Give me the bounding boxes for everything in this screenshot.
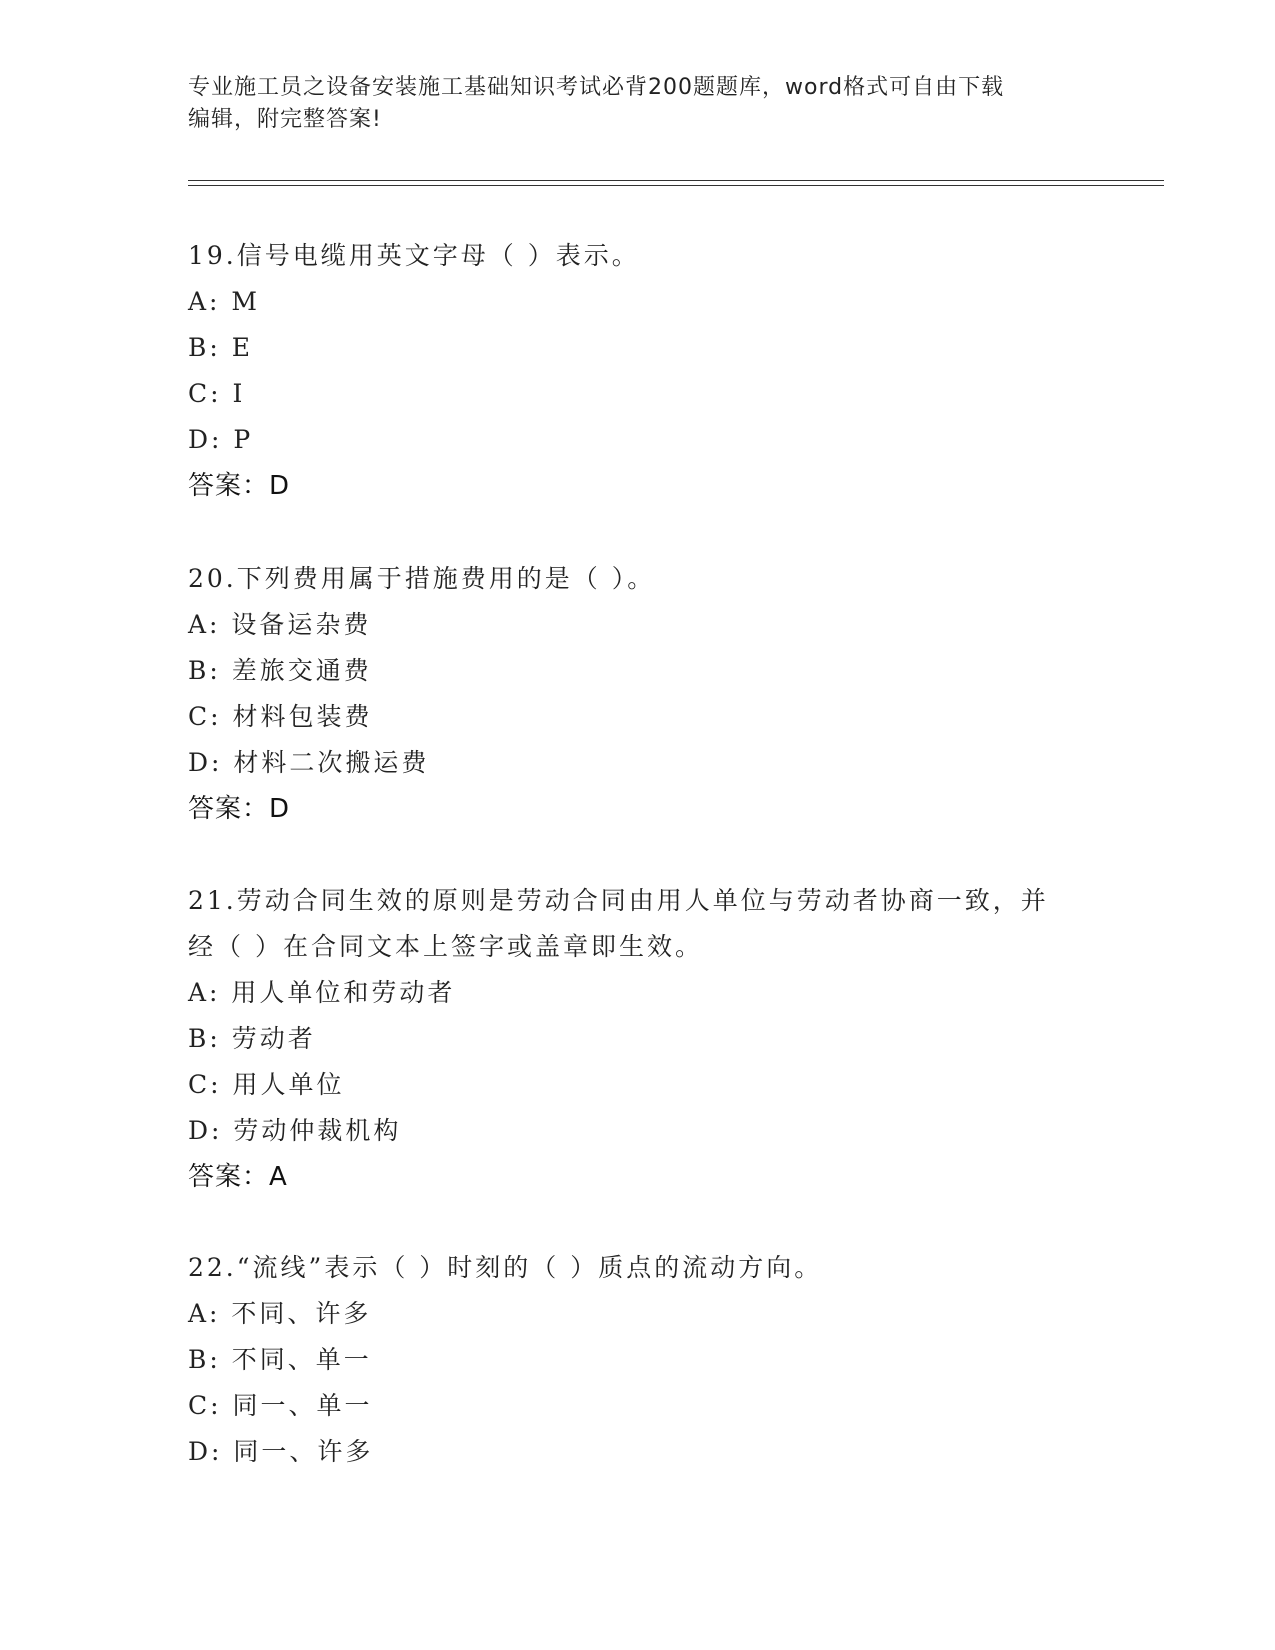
question-stem: 22.“流线”表示（ ）时刻的（ ）质点的流动方向。 — [188, 1253, 823, 1282]
question-stem: 20.下列费用属于措施费用的是（ ）。 — [188, 564, 656, 593]
document-header — [188, 72, 1088, 136]
question-22 — [188, 1245, 1108, 1475]
option-b: B: E — [188, 333, 253, 362]
answer-line: 答案：A — [188, 1162, 288, 1192]
option-b: B: 劳动者 — [188, 1024, 316, 1053]
question-stem: 19.信号电缆用英文字母（ ）表示。 — [188, 241, 640, 270]
option-c: C: 用人单位 — [188, 1070, 345, 1099]
option-c: C: 材料包装费 — [188, 702, 373, 731]
option-a: A: 用人单位和劳动者 — [188, 978, 456, 1007]
option-c: C: 同一、单一 — [188, 1391, 373, 1420]
option-a: A: 设备运杂费 — [188, 610, 372, 639]
header-line-2: 编辑，附完整答案! — [188, 107, 382, 132]
header-line-1: 专业施工员之设备安装施工基础知识考试必背200题题库，word格式可自由下载 — [188, 75, 1005, 100]
question-stem-line-1: 21.劳动合同生效的原则是劳动合同由用人单位与劳动者协商一致，并 — [188, 886, 1049, 915]
option-a: A: M — [188, 287, 261, 316]
option-d: D: 劳动仲裁机构 — [188, 1116, 402, 1145]
question-20 — [188, 556, 1108, 832]
answer-line: 答案：D — [188, 794, 291, 824]
option-a: A: 不同、许多 — [188, 1299, 372, 1328]
question-stem-line-2: 经（ ）在合同文本上签字或盖章即生效。 — [188, 932, 703, 961]
header-divider-top — [188, 180, 1164, 181]
option-d: D: 同一、许多 — [188, 1437, 374, 1466]
question-21 — [188, 878, 1108, 1200]
option-b: B: 差旅交通费 — [188, 656, 372, 685]
option-d: D: P — [188, 425, 254, 454]
option-c: C: I — [188, 379, 246, 408]
answer-line: 答案：D — [188, 471, 291, 501]
header-divider-bottom — [188, 185, 1164, 186]
option-b: B: 不同、单一 — [188, 1345, 372, 1374]
question-19 — [188, 233, 1108, 509]
option-d: D: 材料二次搬运费 — [188, 748, 430, 777]
